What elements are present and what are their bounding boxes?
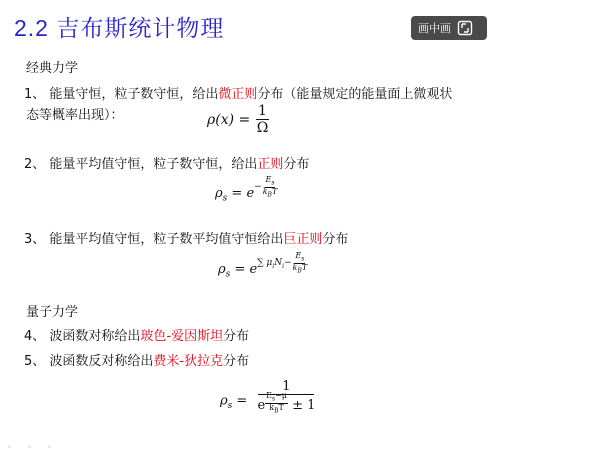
formula-grand-canonical: $\rho_s = e^{\sum \mu_iN_i-}$ $E_s$ $k_BT$ xyxy=(218,251,308,280)
item1-line2: 态等概率出现）： xyxy=(26,108,124,123)
item2-highlight: 正则 xyxy=(257,157,284,172)
item5-highlight: 费米-狄拉克 xyxy=(153,354,224,369)
formula-microcanonical: ρ(x) = $\frac{1}{\Omega}$ xyxy=(207,103,269,137)
quantum-heading: 量子力学 xyxy=(26,305,79,320)
item1-prefix: 1、 能量守恒，粒子数守恒，给出 xyxy=(24,87,219,102)
item2 xyxy=(24,153,309,172)
item1-line1 xyxy=(24,83,452,102)
classical-heading: 经典力学 xyxy=(26,61,79,76)
item3-suffix: 分布 xyxy=(322,232,349,247)
decorative-dot xyxy=(8,445,11,448)
item3-highlight: 巨正则 xyxy=(283,232,323,247)
item3-prefix: 3、 能量平均值守恒，粒子数平均值守恒给出 xyxy=(24,232,284,247)
item5 xyxy=(24,350,249,369)
item2-suffix: 分布 xyxy=(283,157,310,172)
item5-suffix: 分布 xyxy=(223,354,250,369)
item1-highlight: 微正则 xyxy=(218,87,258,102)
picture-in-picture-button[interactable] xyxy=(411,16,487,40)
item1-suffix: 分布（能量规定的能量面上微观状 xyxy=(257,87,453,102)
picture-in-picture-icon xyxy=(457,20,473,36)
item2-prefix: 2、 能量平均值守恒，粒子数守恒，给出 xyxy=(24,157,258,172)
item4 xyxy=(24,325,249,344)
item4-prefix: 4、 波函数对称给出 xyxy=(24,329,141,344)
item4-highlight: 玻色-爱因斯坦 xyxy=(140,329,224,344)
page-title: 2.2 吉布斯统计物理 xyxy=(14,15,225,41)
item4-suffix: 分布 xyxy=(223,329,250,344)
formula-canonical: $\rho_s = e^-$ $E_s$ $k_BT$ xyxy=(215,175,278,204)
formula-fermi-dirac: $\rho_s$ = 1 e $E_s-\mu$ $k_BT$ ± 1 xyxy=(220,379,316,415)
pip-label: 画中画 xyxy=(418,22,451,35)
decorative-dot xyxy=(48,445,51,448)
item3 xyxy=(24,228,348,247)
item5-prefix: 5、 波函数反对称给出 xyxy=(24,354,154,369)
decorative-dot xyxy=(28,445,31,448)
